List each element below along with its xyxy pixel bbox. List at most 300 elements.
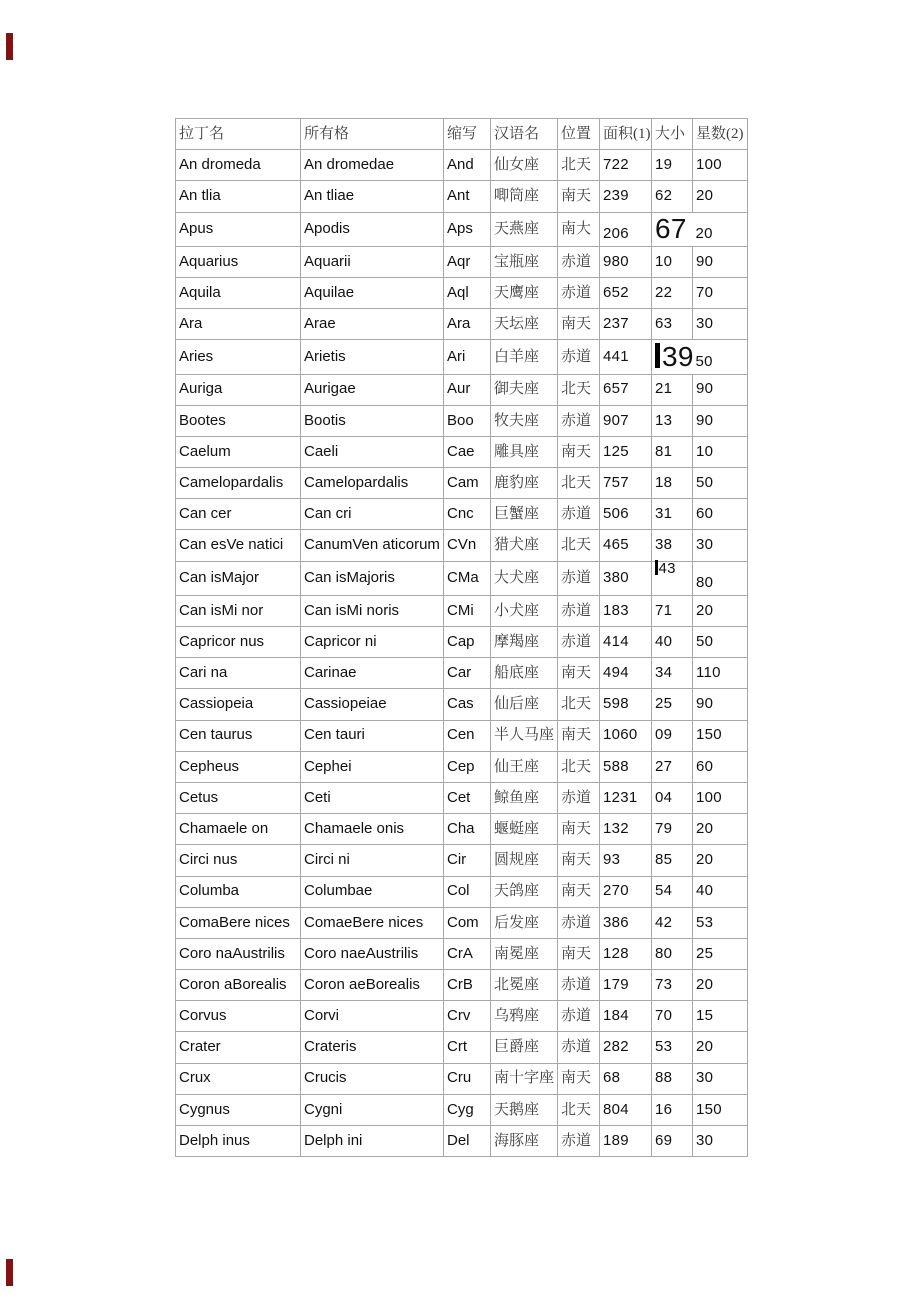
cell-stars: 90 (693, 405, 748, 436)
cell-size: 53 (652, 1032, 693, 1063)
cell-genitive: Apodis (301, 212, 444, 246)
cell-abbr: Cha (444, 814, 491, 845)
cell-latin: Cen taurus (176, 720, 301, 751)
cell-position: 南天 (558, 845, 600, 876)
cell-chinese: 仙女座 (491, 150, 558, 181)
cell-area: 980 (600, 246, 652, 277)
cell-size: 18 (652, 468, 693, 499)
cell-area: 386 (600, 907, 652, 938)
cell-area: 179 (600, 970, 652, 1001)
cell-chinese: 巨蟹座 (491, 499, 558, 530)
table-row-Del (176, 1126, 748, 1157)
cell-area: 757 (600, 468, 652, 499)
cell-position: 南天 (558, 658, 600, 689)
table-row-Cap (176, 627, 748, 658)
cell-genitive: Corvi (301, 1001, 444, 1032)
table-row-Cyg (176, 1094, 748, 1125)
cell-latin: Aquarius (176, 246, 301, 277)
cell-position: 北天 (558, 530, 600, 561)
cell-abbr: Cru (444, 1063, 491, 1094)
cell-latin: Capricor nus (176, 627, 301, 658)
cell-area: 125 (600, 436, 652, 467)
cell-latin: Crux (176, 1063, 301, 1094)
cell-chinese: 后发座 (491, 907, 558, 938)
cell-latin: Delph inus (176, 1126, 301, 1157)
cell-latin: Can esVe natici (176, 530, 301, 561)
cell-abbr: Ant (444, 181, 491, 212)
cell-genitive: Arae (301, 309, 444, 340)
cell-size: 09 (652, 720, 693, 751)
table-row-Aps (176, 212, 748, 246)
cell-area: 598 (600, 689, 652, 720)
cell-stars: 20 (693, 595, 748, 626)
cell-size: 85 (652, 845, 693, 876)
cell-chinese: 海豚座 (491, 1126, 558, 1157)
cell-area: 128 (600, 938, 652, 969)
table-row-Crt (176, 1032, 748, 1063)
cell-latin: Camelopardalis (176, 468, 301, 499)
cell-latin: Auriga (176, 374, 301, 405)
header-cell-genitive: 所有格 (301, 119, 444, 150)
cell-genitive: An tliae (301, 181, 444, 212)
cell-size: 10 (652, 246, 693, 277)
cell-area: 588 (600, 751, 652, 782)
cell-position: 赤道 (558, 907, 600, 938)
cell-size: 21 (652, 374, 693, 405)
cell-abbr: Del (444, 1126, 491, 1157)
cell-latin: Can isMajor (176, 561, 301, 595)
cell-chinese: 蝘蜓座 (491, 814, 558, 845)
cell-size: 69 (652, 1126, 693, 1157)
cell-abbr: CVn (444, 530, 491, 561)
cell-position: 赤道 (558, 405, 600, 436)
cell-position: 南天 (558, 309, 600, 340)
cell-stars: 20 (693, 181, 748, 212)
cell-stars: 40 (693, 876, 748, 907)
cell-size: 73 (652, 970, 693, 1001)
cell-size: 71 (652, 595, 693, 626)
cell-chinese: 猎犬座 (491, 530, 558, 561)
cell-abbr: Aur (444, 374, 491, 405)
table-row-Cae (176, 436, 748, 467)
cell-position: 赤道 (558, 1032, 600, 1063)
cell-area: 93 (600, 845, 652, 876)
cell-abbr: Crt (444, 1032, 491, 1063)
cell-size: 70 (652, 1001, 693, 1032)
table-row-Cas (176, 689, 748, 720)
table-row-Ara (176, 309, 748, 340)
cell-chinese: 南冕座 (491, 938, 558, 969)
cell-position: 北天 (558, 1094, 600, 1125)
cell-genitive: Can cri (301, 499, 444, 530)
cell-genitive: Capricor ni (301, 627, 444, 658)
table-row-Boo (176, 405, 748, 436)
cell-size: 63 (652, 309, 693, 340)
cell-genitive: Bootis (301, 405, 444, 436)
cell-stars: 15 (693, 1001, 748, 1032)
cell-stars: 90 (693, 689, 748, 720)
cell-stars: 10 (693, 436, 748, 467)
cell-stars: 30 (693, 1126, 748, 1157)
header-cell-latin: 拉丁名 (176, 119, 301, 150)
page-margin-mark-bottom-icon (6, 1259, 13, 1286)
header-cell-size: 大小 (652, 119, 693, 150)
cell-area: 183 (600, 595, 652, 626)
cell-chinese: 乌鸦座 (491, 1001, 558, 1032)
cell-stars: 100 (693, 782, 748, 813)
cell-area: 189 (600, 1126, 652, 1157)
cell-latin: Coron aBorealis (176, 970, 301, 1001)
cell-abbr: Boo (444, 405, 491, 436)
table-row-Aqr (176, 246, 748, 277)
table-row-Cam (176, 468, 748, 499)
cell-position: 南天 (558, 938, 600, 969)
cell-latin: Can isMi nor (176, 595, 301, 626)
cell-area: 494 (600, 658, 652, 689)
cell-chinese: 唧筒座 (491, 181, 558, 212)
cell-latin: Cassiopeia (176, 689, 301, 720)
cell-chinese: 天坛座 (491, 309, 558, 340)
cell-chinese: 摩羯座 (491, 627, 558, 658)
cell-chinese: 大犬座 (491, 561, 558, 595)
table-row-Ant (176, 181, 748, 212)
cell-genitive: Circi ni (301, 845, 444, 876)
cell-position: 南天 (558, 1063, 600, 1094)
cell-abbr: Com (444, 907, 491, 938)
cell-latin: Chamaele on (176, 814, 301, 845)
cell-stars: 60 (693, 751, 748, 782)
cell-chinese: 巨爵座 (491, 1032, 558, 1063)
cell-area: 184 (600, 1001, 652, 1032)
cell-size: 40 (652, 627, 693, 658)
table-header-row (176, 119, 748, 150)
table-row-Crv (176, 1001, 748, 1032)
cell-size: 81 (652, 436, 693, 467)
size-value: 43 (658, 560, 676, 578)
cell-stars: 30 (693, 1063, 748, 1094)
cell-position: 南天 (558, 814, 600, 845)
cell-latin: Caelum (176, 436, 301, 467)
header-cell-abbr: 缩写 (444, 119, 491, 150)
cell-chinese: 小犬座 (491, 595, 558, 626)
cell-abbr: Cet (444, 782, 491, 813)
cell-size: 25 (652, 689, 693, 720)
cell-position: 赤道 (558, 970, 600, 1001)
cell-area: 68 (600, 1063, 652, 1094)
constellation-table (175, 118, 748, 1157)
cell-stars: 20 (693, 970, 748, 1001)
table-row-Cet (176, 782, 748, 813)
cell-abbr: Cas (444, 689, 491, 720)
cell-genitive: Can isMajoris (301, 561, 444, 595)
cell-latin: Cari na (176, 658, 301, 689)
cell-latin: Cepheus (176, 751, 301, 782)
cell-chinese: 宝瓶座 (491, 246, 558, 277)
cell-area: 270 (600, 876, 652, 907)
cell-position: 赤道 (558, 246, 600, 277)
cell-abbr: Crv (444, 1001, 491, 1032)
cell-abbr: Cae (444, 436, 491, 467)
cell-genitive: Chamaele onis (301, 814, 444, 845)
size-value: 39 (662, 340, 694, 372)
cell-latin: ComaBere nices (176, 907, 301, 938)
cell-stars: 60 (693, 499, 748, 530)
cell-size: 54 (652, 876, 693, 907)
table-row-Cir (176, 845, 748, 876)
header-cell-area: 面积(1) (600, 119, 652, 150)
table-row-Cha (176, 814, 748, 845)
cursor-bar-icon (655, 343, 660, 368)
cell-latin: Corvus (176, 1001, 301, 1032)
cell-genitive: Crateris (301, 1032, 444, 1063)
cell-chinese: 雕具座 (491, 436, 558, 467)
table-body (176, 150, 748, 1157)
cell-genitive: Crucis (301, 1063, 444, 1094)
cell-area: 239 (600, 181, 652, 212)
cell-genitive: An dromedae (301, 150, 444, 181)
cell-abbr: Cap (444, 627, 491, 658)
header-cell-position: 位置 (558, 119, 600, 150)
cell-area: 465 (600, 530, 652, 561)
cell-genitive: Columbae (301, 876, 444, 907)
table-row-Cru (176, 1063, 748, 1094)
cell-area: 657 (600, 374, 652, 405)
cell-latin: Circi nus (176, 845, 301, 876)
cell-size: 31 (652, 499, 693, 530)
cell-abbr: Col (444, 876, 491, 907)
cell-genitive: Caeli (301, 436, 444, 467)
cell-chinese: 天燕座 (491, 212, 558, 246)
cell-abbr: Cnc (444, 499, 491, 530)
cell-position: 南大 (558, 212, 600, 246)
cell-position: 南天 (558, 876, 600, 907)
cell-size (652, 561, 693, 595)
cell-chinese: 北冕座 (491, 970, 558, 1001)
cell-position: 赤道 (558, 1001, 600, 1032)
page-margin-mark-top-icon (6, 33, 13, 60)
cell-stars: 90 (693, 246, 748, 277)
cell-abbr: Aps (444, 212, 491, 246)
cell-stars: 20 (693, 1032, 748, 1063)
cell-chinese: 鲸鱼座 (491, 782, 558, 813)
cell-genitive: Camelopardalis (301, 468, 444, 499)
cell-genitive: Carinae (301, 658, 444, 689)
cell-abbr: Ara (444, 309, 491, 340)
cell-position: 赤道 (558, 499, 600, 530)
cell-chinese: 鹿豹座 (491, 468, 558, 499)
table-row-Car (176, 658, 748, 689)
cell-size: 22 (652, 277, 693, 308)
cell-position: 赤道 (558, 340, 600, 374)
cell-position: 南天 (558, 720, 600, 751)
cell-stars: 90 (693, 374, 748, 405)
cell-genitive: Arietis (301, 340, 444, 374)
raised-size-value (655, 560, 676, 578)
cell-abbr: Aqr (444, 246, 491, 277)
cell-size (652, 340, 693, 374)
cell-position: 北天 (558, 751, 600, 782)
cell-genitive: Coro naeAustrilis (301, 938, 444, 969)
cell-genitive: Cassiopeiae (301, 689, 444, 720)
cell-stars: 30 (693, 530, 748, 561)
cell-size: 34 (652, 658, 693, 689)
cell-area: 132 (600, 814, 652, 845)
cell-abbr: CrB (444, 970, 491, 1001)
table-row-Ari (176, 340, 748, 374)
cell-abbr: Ari (444, 340, 491, 374)
cell-size: 27 (652, 751, 693, 782)
cell-area: 1231 (600, 782, 652, 813)
cell-position: 南天 (558, 181, 600, 212)
header-cell-stars: 星数(2) (693, 119, 748, 150)
cell-chinese: 仙后座 (491, 689, 558, 720)
cell-genitive: CanumVen aticorum (301, 530, 444, 561)
cell-genitive: Cygni (301, 1094, 444, 1125)
cell-latin: An dromeda (176, 150, 301, 181)
cell-chinese: 天鸽座 (491, 876, 558, 907)
cell-chinese: 天鹅座 (491, 1094, 558, 1125)
cell-latin: Coro naAustrilis (176, 938, 301, 969)
cell-latin: Crater (176, 1032, 301, 1063)
cell-genitive: Cephei (301, 751, 444, 782)
cell-position: 赤道 (558, 277, 600, 308)
cell-genitive: Delph ini (301, 1126, 444, 1157)
cell-stars: 25 (693, 938, 748, 969)
cell-area: 380 (600, 561, 652, 595)
cell-abbr: CrA (444, 938, 491, 969)
cell-area: 1060 (600, 720, 652, 751)
cell-area: 206 (600, 212, 652, 246)
cell-abbr: Car (444, 658, 491, 689)
table-row-Cen (176, 720, 748, 751)
cell-position: 北天 (558, 374, 600, 405)
cell-abbr: Cyg (444, 1094, 491, 1125)
cell-latin: Aries (176, 340, 301, 374)
table-row-Com (176, 907, 748, 938)
cell-chinese: 牧夫座 (491, 405, 558, 436)
cell-stars: 80 (693, 561, 748, 595)
cell-genitive: Aquilae (301, 277, 444, 308)
cell-abbr: CMa (444, 561, 491, 595)
cell-latin: Can cer (176, 499, 301, 530)
cell-stars: 53 (693, 907, 748, 938)
cell-position: 北天 (558, 689, 600, 720)
cell-chinese: 御夫座 (491, 374, 558, 405)
cell-abbr: Cir (444, 845, 491, 876)
cell-position: 赤道 (558, 1126, 600, 1157)
cell-genitive: ComaeBere nices (301, 907, 444, 938)
table-row-CMi (176, 595, 748, 626)
cell-chinese: 仙王座 (491, 751, 558, 782)
table-row-Col (176, 876, 748, 907)
cell-area: 652 (600, 277, 652, 308)
cell-chinese: 船底座 (491, 658, 558, 689)
cell-size: 88 (652, 1063, 693, 1094)
cell-genitive: Can isMi noris (301, 595, 444, 626)
cell-stars: 110 (693, 658, 748, 689)
cell-latin: Cygnus (176, 1094, 301, 1125)
table-row-CVn (176, 530, 748, 561)
cell-area: 804 (600, 1094, 652, 1125)
cell-genitive: Aurigae (301, 374, 444, 405)
cell-stars: 50 (693, 627, 748, 658)
cell-chinese: 圆规座 (491, 845, 558, 876)
cell-abbr: Aql (444, 277, 491, 308)
cell-area: 907 (600, 405, 652, 436)
cell-size: 13 (652, 405, 693, 436)
cell-size: 67 (652, 212, 693, 246)
cell-stars: 100 (693, 150, 748, 181)
cell-genitive: Aquarii (301, 246, 444, 277)
cell-genitive: Cen tauri (301, 720, 444, 751)
cell-latin: Columba (176, 876, 301, 907)
cell-latin: Ara (176, 309, 301, 340)
cell-latin: Apus (176, 212, 301, 246)
cell-size: 42 (652, 907, 693, 938)
cell-size: 19 (652, 150, 693, 181)
cell-stars: 50 (693, 468, 748, 499)
cell-position: 赤道 (558, 595, 600, 626)
cursor-bar-icon (655, 560, 658, 575)
cell-position: 赤道 (558, 561, 600, 595)
cell-size: 38 (652, 530, 693, 561)
cell-latin: Cetus (176, 782, 301, 813)
cell-genitive: Coron aeBorealis (301, 970, 444, 1001)
cell-area: 506 (600, 499, 652, 530)
cell-abbr: Cep (444, 751, 491, 782)
cell-latin: An tlia (176, 181, 301, 212)
cell-chinese: 白羊座 (491, 340, 558, 374)
cell-size: 80 (652, 938, 693, 969)
table-row-Aql (176, 277, 748, 308)
cell-stars: 20 (693, 212, 748, 246)
cell-latin: Aquila (176, 277, 301, 308)
cell-area: 414 (600, 627, 652, 658)
cell-size: 62 (652, 181, 693, 212)
cell-chinese: 半人马座 (491, 720, 558, 751)
header-cell-chinese: 汉语名 (491, 119, 558, 150)
cell-genitive: Ceti (301, 782, 444, 813)
cell-latin: Bootes (176, 405, 301, 436)
cell-size: 16 (652, 1094, 693, 1125)
cell-stars: 30 (693, 309, 748, 340)
table-row-Cep (176, 751, 748, 782)
cell-stars: 150 (693, 720, 748, 751)
table-row-CrB (176, 970, 748, 1001)
cell-area: 441 (600, 340, 652, 374)
cell-position: 北天 (558, 150, 600, 181)
table-row-And (176, 150, 748, 181)
cell-size: 79 (652, 814, 693, 845)
cell-position: 南天 (558, 436, 600, 467)
cell-abbr: CMi (444, 595, 491, 626)
cell-stars: 70 (693, 277, 748, 308)
cell-area: 237 (600, 309, 652, 340)
cell-stars: 50 (693, 340, 748, 374)
cell-size: 04 (652, 782, 693, 813)
cell-area: 722 (600, 150, 652, 181)
cell-chinese: 天鹰座 (491, 277, 558, 308)
cell-stars: 20 (693, 845, 748, 876)
cell-position: 北天 (558, 468, 600, 499)
cell-abbr: Cen (444, 720, 491, 751)
table-row-Cnc (176, 499, 748, 530)
cell-area: 282 (600, 1032, 652, 1063)
cell-position: 赤道 (558, 782, 600, 813)
table-row-Aur (176, 374, 748, 405)
cell-chinese: 南十字座 (491, 1063, 558, 1094)
cell-position: 赤道 (558, 627, 600, 658)
